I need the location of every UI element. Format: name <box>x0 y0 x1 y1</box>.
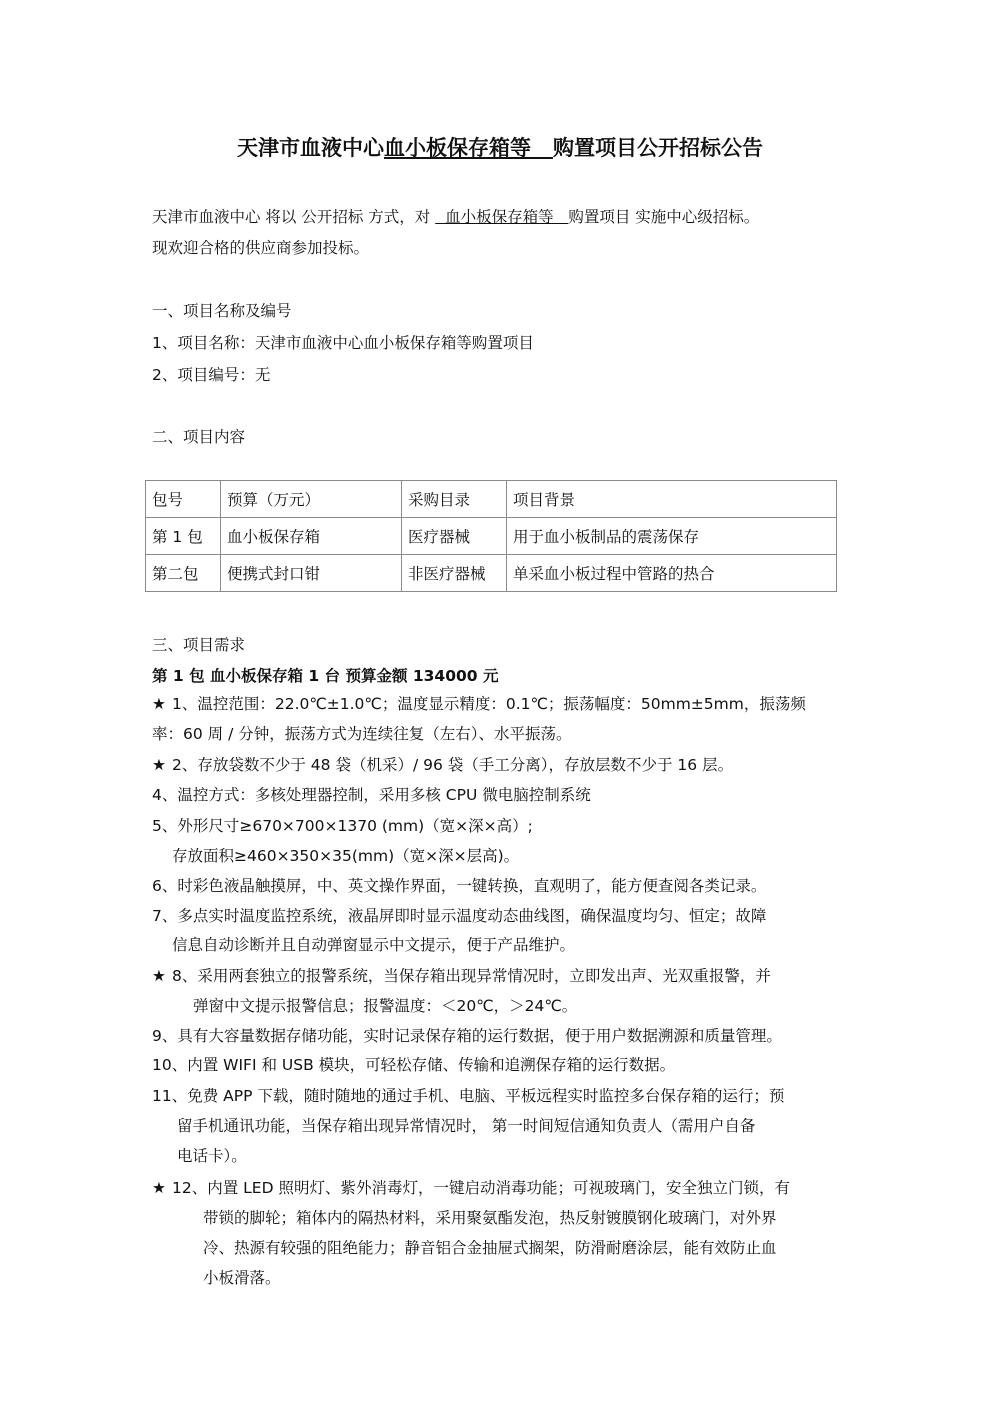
title-project-underlined: 血小板保存箱等 <box>384 136 532 160</box>
star-mark-icon: ★ <box>152 695 166 713</box>
star-mark-icon: ★ <box>152 756 166 774</box>
requirement-11-line-3: 电话卡）。 <box>177 1147 247 1165</box>
requirement-text: 8、采用两套独立的报警系统，当保存箱出现异常情况时，立即发出声、光双重报警，并 <box>172 967 771 985</box>
requirement-8-line-1 <box>152 965 771 987</box>
table-header-cell: 项目背景 <box>507 481 837 518</box>
requirement-text: 12、内置 LED 照明灯、紫外消毒灯，一键启动消毒功能；可视玻璃门，安全独立门锁，有 <box>172 1179 790 1197</box>
requirement-12-line-2: 带锁的脚轮；箱体内的隔热材料，采用聚氨酯发泡，热反射镀膜钢化玻璃门，对外界 <box>203 1209 777 1227</box>
intro-line-1 <box>152 206 759 228</box>
requirement-text: 1、温控范围：22.0℃±1.0℃；温度显示精度：0.1℃；振荡幅度：50mm±5mm，振荡频 <box>172 695 806 713</box>
requirement-11-line-2: 留手机通讯功能，当保存箱出现异常情况时， 第一时间短信通知负责人（需用户自备 <box>177 1117 756 1135</box>
requirement-1-line-2: 率：60 周 / 分钟，振荡方式为连续往复（左右）、水平振荡。 <box>152 725 572 743</box>
table-cell: 单采血小板过程中管路的热合 <box>507 555 837 592</box>
title-gap <box>531 136 553 160</box>
requirement-12-line-4: 小板滑落。 <box>203 1269 281 1287</box>
title-org: 天津市血液中心 <box>237 136 385 160</box>
requirement-6: 6、时彩色液晶触摸屏，中、英文操作界面，一键转换，直观明了，能方便查阅各类记录。 <box>152 877 767 895</box>
requirement-11-line-1: 11、免费 APP 下载，随时随地的通过手机、电脑、平板远程实时监控多台保存箱的运行；预 <box>152 1087 785 1105</box>
table-header-cell: 预算（万元） <box>221 481 402 518</box>
intro-project-underlined <box>435 208 568 226</box>
star-mark-icon: ★ <box>152 967 166 985</box>
requirement-7-line-1: 7、多点实时温度监控系统，液晶屏即时显示温度动态曲线图，确保温度均匀、恒定；故障 <box>152 907 767 925</box>
requirement-text: 2、存放袋数不少于 48 袋（机采）/ 96 袋（手工分离），存放层数不少于 16 层。 <box>172 756 734 774</box>
table-row <box>146 518 837 555</box>
project-name: 1、项目名称：天津市血液中心血小板保存箱等购置项目 <box>152 334 534 352</box>
table-header-cell: 包号 <box>146 481 221 518</box>
requirement-4: 4、温控方式：多核处理器控制，采用多核 CPU 微电脑控制系统 <box>152 786 591 804</box>
star-mark-icon: ★ <box>152 1179 166 1197</box>
requirement-1-line-1 <box>152 693 806 715</box>
requirement-12-line-3: 冷、热源有较强的阻绝能力；静音铝合金抽屉式搁架，防滑耐磨涂层，能有效防止血 <box>203 1239 777 1257</box>
table-header-row <box>146 481 837 518</box>
table-cell: 第二包 <box>146 555 221 592</box>
table-cell: 血小板保存箱 <box>221 518 402 555</box>
table-cell: 用于血小板制品的震荡保存 <box>507 518 837 555</box>
package1-heading: 第 1 包 血小板保存箱 1 台 预算金额 134000 元 <box>152 667 499 685</box>
requirement-9: 9、具有大容量数据存储功能，实时记录保存箱的运行数据，便于用户数据溯源和质量管理。 <box>152 1027 782 1045</box>
requirement-12-line-1 <box>152 1177 790 1199</box>
requirement-5-line-1: 5、外形尺寸≥670×700×1370 (mm)（宽×深×高）; <box>152 817 533 835</box>
title-suffix: 购置项目公开招标公告 <box>552 136 763 160</box>
requirement-2 <box>152 754 733 776</box>
section2-heading: 二、项目内容 <box>152 428 246 446</box>
table-cell: 非医疗器械 <box>402 555 507 592</box>
project-content-table <box>145 480 837 592</box>
intro-text-c: 购置项目 实施中心级招标。 <box>568 208 760 226</box>
requirement-7-line-2: 信息自动诊断并且自动弹窗显示中文提示，便于产品维护。 <box>172 936 576 954</box>
intro-line-2: 现欢迎合格的供应商参加投标。 <box>152 239 370 257</box>
table-cell: 第 1 包 <box>146 518 221 555</box>
intro-text-b: 血小板保存箱等 <box>445 208 554 226</box>
table-header-cell: 采购目录 <box>402 481 507 518</box>
requirement-5-line-2: 存放面积≥460×350×35(mm)（宽×深×层高)。 <box>172 847 520 865</box>
project-number: 2、项目编号：无 <box>152 366 271 384</box>
section1-heading: 一、项目名称及编号 <box>152 302 292 320</box>
table-cell: 医疗器械 <box>402 518 507 555</box>
requirement-8-line-2: 弹窗中文提示报警信息；报警温度：＜20℃，＞24℃。 <box>193 997 578 1015</box>
table-cell: 便携式封口钳 <box>221 555 402 592</box>
table-row <box>146 555 837 592</box>
section3-heading: 三、项目需求 <box>152 636 246 654</box>
requirement-10: 10、内置 WIFI 和 USB 模块，可轻松存储、传输和追溯保存箱的运行数据。 <box>152 1056 676 1074</box>
intro-text-a: 天津市血液中心 将以 公开招标 方式，对 <box>152 208 436 226</box>
page-title <box>0 133 1000 163</box>
